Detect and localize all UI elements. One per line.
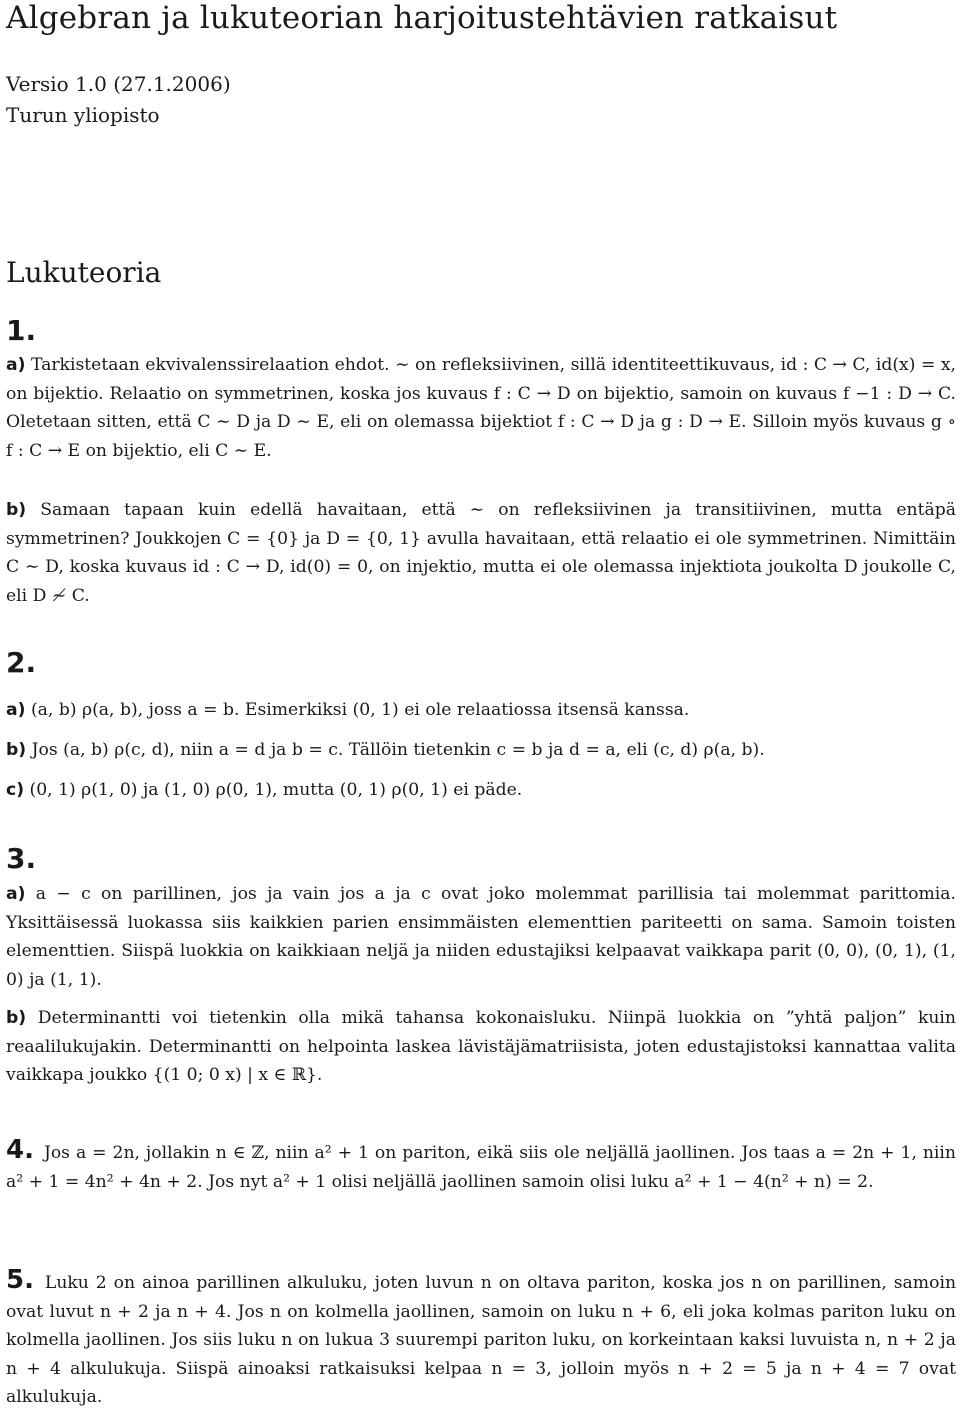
problem-3-number: 3.: [6, 842, 37, 875]
problem-2c: [6, 776, 956, 805]
problem-5-number: 5.: [6, 1265, 34, 1295]
section-title: Lukuteoria: [6, 256, 162, 289]
problem-2b-text: Jos (a, b) ρ(c, d), niin a = d ja b = c. Tällöin tietenkin c = b ja d = a, eli (c, d) ρ(a, b).: [31, 740, 765, 760]
problem-2a-text: (a, b) ρ(a, b), joss a = b. Esimerkiksi (0, 1) ei ole relaatiossa itsensä kanssa.: [30, 700, 690, 720]
problem-3b: [6, 1004, 956, 1090]
problem-1a: [6, 351, 956, 465]
problem-2b-label: b): [6, 740, 27, 760]
problem-1-number: 1.: [6, 314, 37, 347]
problem-3a-text: a − c on parillinen, jos ja vain jos a ja c ovat joko molemmat parillisia tai molemmat parittomia. Yksittäisessä luokassa siis kaikkien parien ensimmäisten elementtien pariteetti on sama. Samoin toisten elementtien. Siispä luokkia on kaikkiaan neljä ja niiden edustajiksi kelpaavat vaikkapa parit (0, 0), (0, 1), (1, 0) ja (1, 1).: [6, 884, 956, 990]
problem-3b-text: Determinantti voi tietenkin olla mikä tahansa kokonaisluku. Niinpä luokkia on ”yhtä paljon” kuin reaalilukujakin. Determinantti on helpointa laskea lävistäjämatriisista, joten edustajistoksi kannattaa valita vaikkapa joukko {(1 0; 0 x) | x ∈ ℝ}.: [6, 1008, 956, 1085]
problem-4-number: 4.: [6, 1135, 34, 1165]
problem-4: [6, 1136, 956, 1196]
problem-1a-text: Tarkistetaan ekvivalenssirelaation ehdot. ∼ on refleksiivinen, sillä identiteettikuvaus, id : C → C, id(x) = x, on bijektio. Relaatio on symmetrinen, koska jos kuvaus f : C → D on bijektio, samoin on kuvaus f −1 : D → C. Oletetaan sitten, että C ∼ D ja D ∼ E, eli on olemassa bijektiot f : C → D ja g : D → E. Silloin myös kuvaus g ∘ f : C → E on bijektio, eli C ∼ E.: [6, 355, 956, 461]
problem-3a: [6, 880, 956, 994]
problem-2a: [6, 696, 956, 725]
problem-2b: [6, 736, 956, 765]
problem-3a-label: a): [6, 884, 26, 904]
problem-2-number: 2.: [6, 646, 37, 679]
problem-3b-label: b): [6, 1008, 27, 1028]
problem-1b: [6, 496, 956, 610]
problem-1b-label: b): [6, 500, 27, 520]
document-institution: Turun yliopisto: [6, 103, 160, 127]
problem-2c-text: (0, 1) ρ(1, 0) ja (1, 0) ρ(0, 1), mutta (0, 1) ρ(0, 1) ei päde.: [29, 780, 523, 800]
problem-5: [6, 1266, 956, 1412]
problem-4-text: Jos a = 2n, jollakin n ∈ ℤ, niin a² + 1 on pariton, eikä siis ole neljällä jaollinen. Jos taas a = 2n + 1, niin a² + 1 = 4n² + 4n + 2. Jos nyt a² + 1 olisi neljällä jaollinen samoin olisi luku a² + 1 − 4(n² + n) = 2.: [6, 1143, 957, 1192]
problem-2a-label: a): [6, 700, 26, 720]
problem-2c-label: c): [6, 780, 25, 800]
problem-5-text: Luku 2 on ainoa parillinen alkuluku, joten luvun n on oltava pariton, koska jos n on parillinen, samoin ovat luvut n + 2 ja n + 4. Jos n on kolmella jaollinen, samoin on luku n + 6, eli joka kolmas pariton luku on kolmella jaollinen. Jos siis luku n on lukua 3 suurempi pariton luku, on korkeintaan kaksi luvuista n, n + 2 ja n + 4 alkulukuja. Siispä ainoaksi ratkaisuksi kelpaa n = 3, jolloin myös n + 2 = 5 ja n + 4 = 7 ovat alkulukuja.: [6, 1273, 957, 1407]
problem-1a-label: a): [6, 355, 26, 375]
document-version: Versio 1.0 (27.1.2006): [6, 72, 231, 96]
problem-1b-text: Samaan tapaan kuin edellä havaitaan, että ∼ on refleksiivinen ja transitiivinen, mutta entäpä symmetrinen? Joukkojen C = {0} ja D = {0, 1} avulla havaitaan, että relaatio ei ole symmetrinen. Nimittäin C ∼ D, koska kuvaus id : C → D, id(0) = 0, on injektio, mutta ei ole olemassa injektiota joukolta D joukolle C, eli D ≁ C.: [6, 500, 956, 606]
document-title: Algebran ja lukuteorian harjoitustehtävien ratkaisut: [6, 0, 838, 36]
